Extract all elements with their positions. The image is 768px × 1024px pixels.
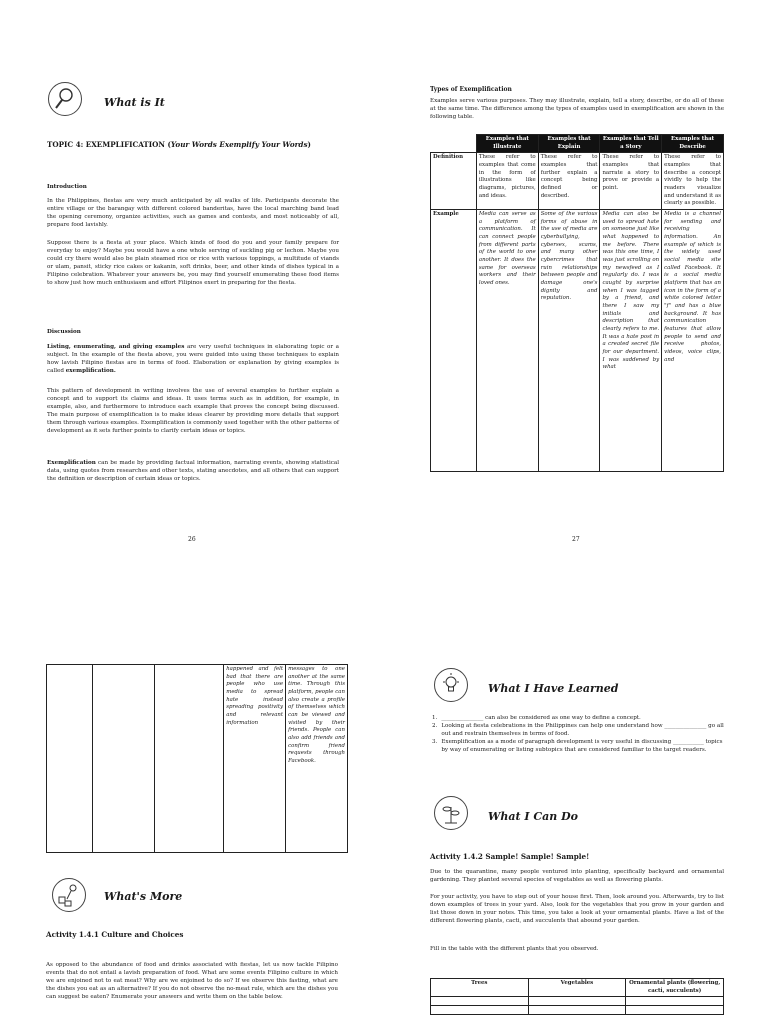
topic-title: TOPIC 4: EXEMPLIFICATION (Your Words Exemplify Your Words) (47, 140, 311, 149)
table-row (431, 153, 724, 210)
lightbulb-icon (434, 668, 468, 702)
discussion-paragraph-3: Exemplification can be made by providing factual information, narrating events, showing statistical data, using quotes from researches and other texts, stating anecdotes, and all others that can support the definition or description of certain ideas or topics. (47, 460, 339, 482)
page-learned (384, 512, 768, 1024)
table-row (431, 1006, 724, 1015)
section-heading: What I Have Learned (488, 682, 619, 695)
header-explain: Examples that Explain (538, 135, 600, 153)
table-cell (47, 665, 93, 853)
table-cell: Media can serve as a platform of communication. It can connect people from different parts of the world to one another. It does the same for overseas workers and their loved ones. (476, 210, 538, 472)
table-row (431, 997, 724, 1006)
header-story: Examples that Tell a Story (600, 135, 662, 153)
discussion-title: Discussion (47, 329, 81, 335)
table-cell[interactable] (626, 1006, 724, 1015)
continued-table (46, 664, 348, 853)
page-what-is-it (0, 0, 384, 543)
can-do-paragraph-2: For your activity, you have to step out of your house first. Then, look around you. Afterwards, try to list down examples of trees in your yard. Also, look for the vegetables that you grow in your garden and list those down in your notes. This time, you take a look at your ornamental plants. Have a list of the different flowering plants, cacti, and succulents that abound your garden. (430, 894, 724, 924)
table-cell: Some of the various forms of abuse in the use of media are cyberbullying, cybersex, scams, and many other cybercrimes that ruin relationships between people and damage one's dignity and reputation. (538, 210, 600, 472)
section-heading: What I Can Do (488, 810, 578, 823)
whats-more-icon (52, 878, 86, 912)
table-cell: These refer to examples that narrate a story to prove or provide a point. (600, 153, 662, 210)
header-describe: Examples that Describe (662, 135, 724, 153)
activity-title: Activity 1.4.2 Sample! Sample! Sample! (430, 852, 590, 861)
types-intro: Examples serve various purposes. They may illustrate, explain, tell a story, describe, or do all of these at the same time. The difference among the types of examples used in exemplification are shown in the following table. (430, 98, 724, 120)
can-do-paragraph-1: Due to the quarantine, many people ventured into planting, specifically backyard and ornamental gardening. They planted several species of vegetables as well as flowering plants. (430, 869, 724, 883)
header-vegetables: Vegetables (528, 979, 626, 997)
table-cell: happened and felt bad that there are people who use media to spread hate instead spreading positivity and relevant information (224, 665, 286, 853)
table-corner (431, 135, 477, 153)
header-ornamental: Ornamental plants (flowering, cacti, succulents) (626, 979, 724, 997)
page-number: 27 (572, 536, 580, 543)
table-cell[interactable] (431, 1006, 529, 1015)
table-cell: These refer to examples that describe a concept vividly to help the readers visualize and understand it as clearly as possible. (662, 153, 724, 210)
list-item: 2. Looking at fiesta celebrations in the Philippines can help one understand how _______________ go all out and restrain themselves in terms of food. (432, 722, 724, 737)
header-illustrate: Examples that Illustrate (476, 135, 538, 153)
row-label-example: Example (431, 210, 477, 472)
table-row (431, 210, 724, 472)
table-cell[interactable] (431, 997, 529, 1006)
page-number: 26 (188, 536, 196, 543)
page-types (384, 0, 768, 543)
table-cell[interactable] (528, 997, 626, 1006)
exemplification-table (430, 134, 724, 472)
section-heading: What is It (104, 96, 165, 109)
header-trees: Trees (431, 979, 529, 997)
section-heading: What's More (104, 890, 183, 903)
activity-title: Activity 1.4.1 Culture and Choices (46, 930, 184, 939)
types-title: Types of Exemplification (430, 86, 512, 93)
table-cell[interactable] (528, 1006, 626, 1015)
intro-paragraph-1: In the Philippines, fiestas are very much anticipated by all walks of life. Participants decorate the entire village or the barangay with different colored banderitas, have the local marching band lead the opening ceremony, organize activities, such as games and contests, and most noticeably of all, prepare food lavishly. (47, 198, 339, 228)
list-item: 3. Exemplification as a mode of paragraph development is very useful in discussing ___________ topics by way of enumerating or listing subtopics that are considered familiar to the target readers. (432, 738, 723, 753)
whats-more-paragraph: As opposed to the abundance of food and drinks associated with fiestas, let us now tackle Filipino events that do not entail a lavish preparation of food. What are some events Filipino culture in which we are enjoined not to eat meat? Why are we enjoined to do so? If we observe this fasting, what are the dishes you eat as an alternative? If you do not observe the no-meat rule, which are the dishes you can suggest be eaten? Enumerate your answers and write them on the table below. (46, 962, 338, 1000)
can-do-paragraph-3: Fill in the table with the different plants that you observed. (430, 946, 599, 952)
table-cell: Media can also be used to spread hate on someone just like what happened to me before. There was this one time, I was just scrolling on my newsfeed as I regularly do. I was caught by surprise when I was tagged by a friend, and there I saw my initials and description that clearly refers to me. It was a hate post in a created secret file for our department. I was saddened by what (600, 210, 662, 472)
magnifier-icon (48, 82, 82, 116)
table-cell (154, 665, 224, 853)
table-cell[interactable] (626, 997, 724, 1006)
intro-paragraph-2: Suppose there is a fiesta at your place. Which kinds of food do you and your family prepare for everyday to enjoy? Maybe you would have a one whole serving of suckling pig or lechon. Maybe you could cry there would also be plain steamed rice or rice with various toppings, a multitude of viands or ulam, pansit, sticky rice cakes or kakanin, soft drinks, beer, and other kinds of dishes typical in a Filipino celebration. Whatever your answers be, you may find yourself enumerating these food items to show just how much enthusiasm and effort Filipinos exert in preparing for the fiesta. (47, 240, 339, 286)
table-cell: Media is a channel for sending and receiving information. An example of which is the widely used social media site called Facebook. It is a social media platform that has an icon in the form of a white colored letter "f" and has a blue background. It has communication features that allow people to send and receive photos, videos, voice clips, and (662, 210, 724, 472)
table-cell (92, 665, 154, 853)
row-label-definition: Definition (431, 153, 477, 210)
table-cell: These refer to examples that come in the form of illustrations like diagrams, pictures, and ideas. (476, 153, 538, 210)
table-row (47, 665, 348, 853)
table-cell: These refer to examples that further explain a concept being defined or described. (538, 153, 600, 210)
plants-table (430, 978, 724, 1015)
discussion-paragraph-2: This pattern of development in writing involves the use of several examples to further explain a concept and to support its claims and ideas. It uses terms such as in addition, for example, in example, also, and furthermore to introduce each example that proves the concept being discussed. The main purpose of exemplification is to make ideas clearer by providing more details that support them through various examples. Exemplification is commonly used together with the other patterns of development as it sets further points to clarify certain ideas or topics. (47, 388, 339, 434)
page-whats-more (0, 512, 384, 1024)
intro-title: Introduction (47, 184, 87, 190)
list-item: 1. _______________ can also be considered as one way to define a concept. (432, 715, 641, 721)
learned-list (432, 715, 724, 755)
table-cell: messages to one another at the same time. Through this platform, people can also create a profile of themselves which can be viewed and visited by their friends. People can also add friends and confirm friend requests through Facebook. (286, 665, 348, 853)
discussion-paragraph-1: Listing, enumerating, and giving examples are very useful techniques in elaborating topic or a subject. In the example of the fiesta above, you were guided into using these techniques to explain how lavish Filipino fiestas are in terms of food. Elaboration or explanation by giving examples is called exemplification. (47, 344, 340, 374)
plant-icon (434, 796, 468, 830)
